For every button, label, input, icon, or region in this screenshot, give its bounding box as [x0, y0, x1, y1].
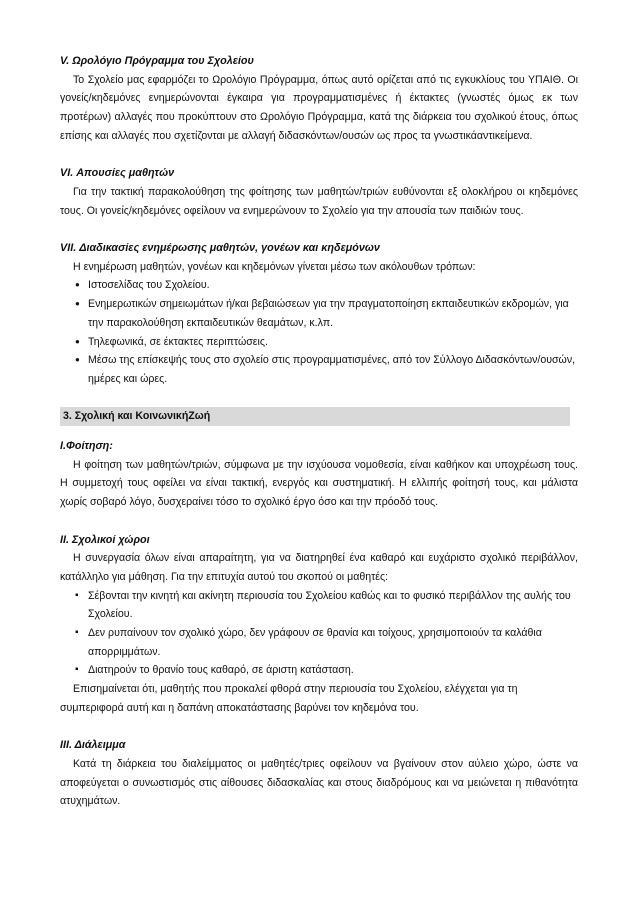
school-spaces-list	[60, 587, 578, 681]
list-item: ● Ενημερωτικών σημειωμάτων ή/και βεβαιώσεων για την πραγματοποίηση εκπαιδευτικών εκδρομών, για την παρακολούθηση εκπαιδευτικών θεαμάτων, κ.λπ.	[60, 295, 578, 332]
heading-attendance: Ι.Φοίτηση:	[60, 440, 113, 453]
list-item: ● Τηλεφωνικά, σε έκτακτες περιπτώσεις.	[60, 333, 578, 352]
paragraph-information-intro: Η ενημέρωση μαθητών, γονέων και κηδεμόνων γίνεται μέσω των ακόλουθων τρόπων:	[73, 260, 476, 273]
list-item: ▪ Δεν ρυπαίνουν τον σχολικό χώρο, δεν γράφουν σε θρανία και τοίχους, χρησιμοποιούν τα καλάθια απορριμμάτων.	[60, 624, 578, 661]
document-page	[60, 52, 578, 811]
paragraph-damage-note: Επισημαίνεται ότι, μαθητής που προκαλεί φθορά στην περιουσία του Σχολείου, ελέγχεται για τη συμπεριφορά αυτή και η δαπάνη αποκατάστασης βαρύνει τον κηδεμόνα του.	[60, 683, 518, 714]
heading-timetable: V. Ωρολόγιο Πρόγραμμα του Σχολείου	[60, 55, 254, 67]
heading-school-spaces: ΙΙ. Σχολικοί χώροι	[60, 533, 150, 546]
heading-information: VII. Διαδικασίες ενημέρωσης μαθητών, γονέων και κηδεμόνων	[60, 242, 380, 254]
heading-break: ΙΙΙ. Διάλειμμα	[60, 739, 126, 752]
paragraph-absences: Για την τακτική παρακολούθηση της φοίτησης των μαθητών/τριών ευθύνονται εξ ολοκλήρου οι κηδεμόνες τους. Οι γονείς/κηδεμόνες οφείλουν να ενημερώνουν το Σχολείο για την απουσία των παιδιών τους.	[60, 185, 578, 217]
heading-absences: VI. Απουσίες μαθητών	[60, 167, 175, 180]
list-item: ● Μέσω της επίσκεψής τους στο σχολείο στις προγραμματισμένες, από τον Σύλλογο Διδασκόντων/ουσών, ημέρες και ώρες.	[60, 351, 578, 388]
paragraph-school-spaces: Η συνεργασία όλων είναι απαραίτητη, για να διατηρηθεί ένα καθαρό και ευχάριστο σχολικό περιβάλλον, κατάλληλο για μάθηση. Για την επιτυχία αυτού του σκοπού οι μαθητές:	[60, 552, 578, 583]
list-item: ▪ Διατηρούν το θρανίο τους καθαρό, σε άριστη κατάσταση.	[60, 661, 578, 680]
list-item: ▪ Σέβονται την κινητή και ακίνητη περιουσία του Σχολείου καθώς και το φυσικό περιβάλλον της αυλής του Σχολείου.	[60, 587, 578, 624]
paragraph-timetable: Το Σχολείο μας εφαρμόζει το Ωρολόγιο Πρόγραμμα, όπως αυτό ορίζεται από τις εγκυκλίους του ΥΠΑΙΘ. Οι γονείς/κηδεμόνες ενημερώνονται έγκαιρα για προγραμματισμένες ή έκτακτες (γνωστές όμως εκ των προτέρων) αλλαγές που προκύπτουν στο Ωρολόγιο Πρόγραμμα, κατά της διάρκεια του σχολικού έτους, όπως επίσης και αλλαγές που σχετίζονται με αλλαγή διδασκόντων/ουσών ως προς τα γνωστικάαντικείμενα.	[60, 73, 578, 142]
list-item: ● Ιστοσελίδας του Σχολείου.	[60, 276, 578, 295]
section-title-school-life: 3. Σχολική και ΚοινωνικήΖωή	[60, 407, 570, 426]
paragraph-break: Κατά τη διάρκεια του διαλείμματος οι μαθητές/τριες οφείλουν να βγαίνουν στον αύλειο χώρο, ώστε να αποφεύγεται ο συνωστισμός στις αίθουσες διδασκαλίας και στους διαδρόμους και να μειώνεται η πιθανότητα ατυχημάτων.	[60, 757, 578, 808]
paragraph-attendance: Η φοίτηση των μαθητών/τριών, σύμφωνα με την ισχύουσα νομοθεσία, είναι καθήκον και υποχρέωση τους. Η συμμετοχή τους οφείλει να είναι τακτική, ενεργός και συστηματική. Η ελλιπής φοίτησή τους, και μάλιστα χωρίς σοβαρό λόγο, δυσχεραίνει τόσο το σχολικό έργο όσο και την πρόοδό τους.	[60, 458, 578, 509]
information-list	[60, 276, 578, 388]
